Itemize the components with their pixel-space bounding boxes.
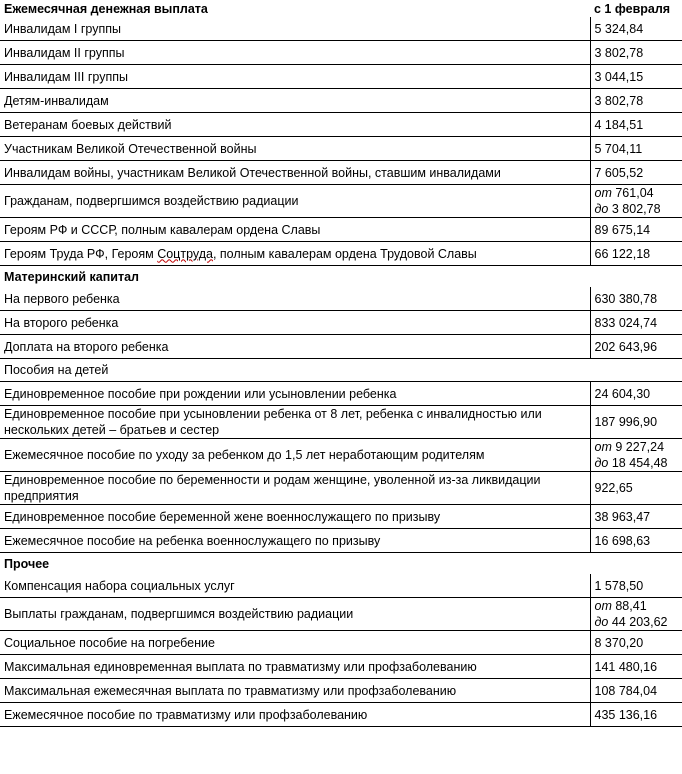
range-to	[595, 201, 679, 217]
section-title: Пособия на детей	[0, 359, 682, 382]
row-value: 4 184,51	[590, 113, 682, 137]
row-label: Героям РФ и СССР, полным кавалерам ордена Славы	[0, 218, 590, 242]
to-value: 18 454,48	[611, 456, 668, 470]
row-value: 5 704,11	[590, 137, 682, 161]
table-row	[0, 65, 682, 89]
table-row	[0, 406, 682, 439]
to-value: 44 203,62	[611, 615, 668, 629]
table-row	[0, 529, 682, 553]
from-value: 9 227,24	[615, 440, 665, 454]
table-row	[0, 655, 682, 679]
row-value: 3 044,15	[590, 65, 682, 89]
table-row	[0, 89, 682, 113]
table-row	[0, 242, 682, 266]
table-row	[0, 505, 682, 529]
row-value: 16 698,63	[590, 529, 682, 553]
row-label: Единовременное пособие беременной жене военнослужащего по призыву	[0, 505, 590, 529]
row-label: Ежемесячное пособие на ребенка военнослужащего по призыву	[0, 529, 590, 553]
table-row	[0, 185, 682, 218]
to-label: до	[594, 202, 609, 216]
row-label: Доплата на второго ребенка	[0, 335, 590, 359]
section-row-maternity	[0, 266, 682, 288]
row-value: 630 380,78	[590, 287, 682, 311]
row-label: Единовременное пособие при усыновлении ребенка от 8 лет, ребенка с инвалидностью или нескольких детей – братьев и сестер	[0, 406, 590, 439]
range-from	[595, 185, 679, 201]
table-row	[0, 472, 682, 505]
row-label: Выплаты гражданам, подвергшимся воздействию радиации	[0, 598, 590, 631]
table-row	[0, 311, 682, 335]
row-label: На второго ребенка	[0, 311, 590, 335]
row-value: 38 963,47	[590, 505, 682, 529]
row-label: Компенсация набора социальных услуг	[0, 574, 590, 598]
section-row-other	[0, 553, 682, 575]
row-label: Инвалидам II группы	[0, 41, 590, 65]
row-label: Инвалидам войны, участникам Великой Отечественной войны, ставшим инвалидами	[0, 161, 590, 185]
row-value: 3 802,78	[590, 89, 682, 113]
row-label: Единовременное пособие по беременности и родам женщине, уволенной из-за ликвидации предприятия	[0, 472, 590, 505]
row-value: 66 122,18	[590, 242, 682, 266]
from-label: от	[594, 186, 612, 200]
row-value: 435 136,16	[590, 703, 682, 727]
table-row	[0, 161, 682, 185]
table-row	[0, 631, 682, 655]
range-from	[595, 598, 679, 614]
table-row	[0, 574, 682, 598]
row-value: 8 370,20	[590, 631, 682, 655]
row-label: Детям-инвалидам	[0, 89, 590, 113]
range-to	[595, 614, 679, 630]
row-value-range	[590, 185, 682, 218]
table-row	[0, 287, 682, 311]
row-label: Инвалидам III группы	[0, 65, 590, 89]
range-from	[595, 439, 679, 455]
from-value: 761,04	[615, 186, 654, 200]
row-label: На первого ребенка	[0, 287, 590, 311]
row-value: 187 996,90	[590, 406, 682, 439]
row-label: Участникам Великой Отечественной войны	[0, 137, 590, 161]
row-label: Единовременное пособие при рождении или усыновлении ребенка	[0, 382, 590, 406]
from-label: от	[594, 599, 612, 613]
section-title: Ежемесячная денежная выплата	[4, 1, 208, 16]
table-row	[0, 335, 682, 359]
row-value: 89 675,14	[590, 218, 682, 242]
row-label	[0, 242, 590, 266]
from-value: 88,41	[615, 599, 647, 613]
row-label-part: , полным кавалерам ордена Трудовой Славы	[212, 246, 477, 261]
table-row	[0, 137, 682, 161]
row-value-range	[590, 439, 682, 472]
range-to	[595, 455, 679, 471]
row-value: 202 643,96	[590, 335, 682, 359]
table-row	[0, 382, 682, 406]
from-label: от	[594, 440, 612, 454]
row-value: 3 802,78	[590, 41, 682, 65]
to-value: 3 802,78	[611, 202, 661, 216]
to-label: до	[594, 456, 609, 470]
table-row	[0, 218, 682, 242]
section-title: Прочее	[4, 556, 50, 571]
row-label: Максимальная единовременная выплата по травматизму или профзаболеванию	[0, 655, 590, 679]
to-label: до	[594, 615, 609, 629]
row-value: 922,65	[590, 472, 682, 505]
row-value: 5 324,84	[590, 17, 682, 41]
section-row-children	[0, 359, 682, 382]
section-title: Материнский капитал	[4, 269, 139, 284]
row-label: Ветеранам боевых действий	[0, 113, 590, 137]
table-row	[0, 113, 682, 137]
table-row	[0, 679, 682, 703]
row-label: Максимальная ежемесячная выплата по травматизму или профзаболеванию	[0, 679, 590, 703]
table-row	[0, 41, 682, 65]
row-value-range	[590, 598, 682, 631]
table-row	[0, 439, 682, 472]
spellcheck-underlined-word: Соцтруда	[157, 246, 213, 261]
date-label: с 1 февраля	[594, 1, 671, 16]
row-value: 141 480,16	[590, 655, 682, 679]
row-value: 7 605,52	[590, 161, 682, 185]
row-value: 833 024,74	[590, 311, 682, 335]
row-label: Ежемесячное пособие по травматизму или профзаболеванию	[0, 703, 590, 727]
row-label: Социальное пособие на погребение	[0, 631, 590, 655]
table-header-row	[0, 0, 682, 17]
row-value: 108 784,04	[590, 679, 682, 703]
table-row	[0, 17, 682, 41]
table-row	[0, 598, 682, 631]
row-value: 1 578,50	[590, 574, 682, 598]
row-label: Инвалидам I группы	[0, 17, 590, 41]
row-label: Гражданам, подвергшимся воздействию радиации	[0, 185, 590, 218]
row-label: Ежемесячное пособие по уходу за ребенком до 1,5 лет неработающим родителям	[0, 439, 590, 472]
row-value: 24 604,30	[590, 382, 682, 406]
table-row	[0, 703, 682, 727]
row-label-part: Героям Труда РФ, Героям	[4, 246, 158, 261]
